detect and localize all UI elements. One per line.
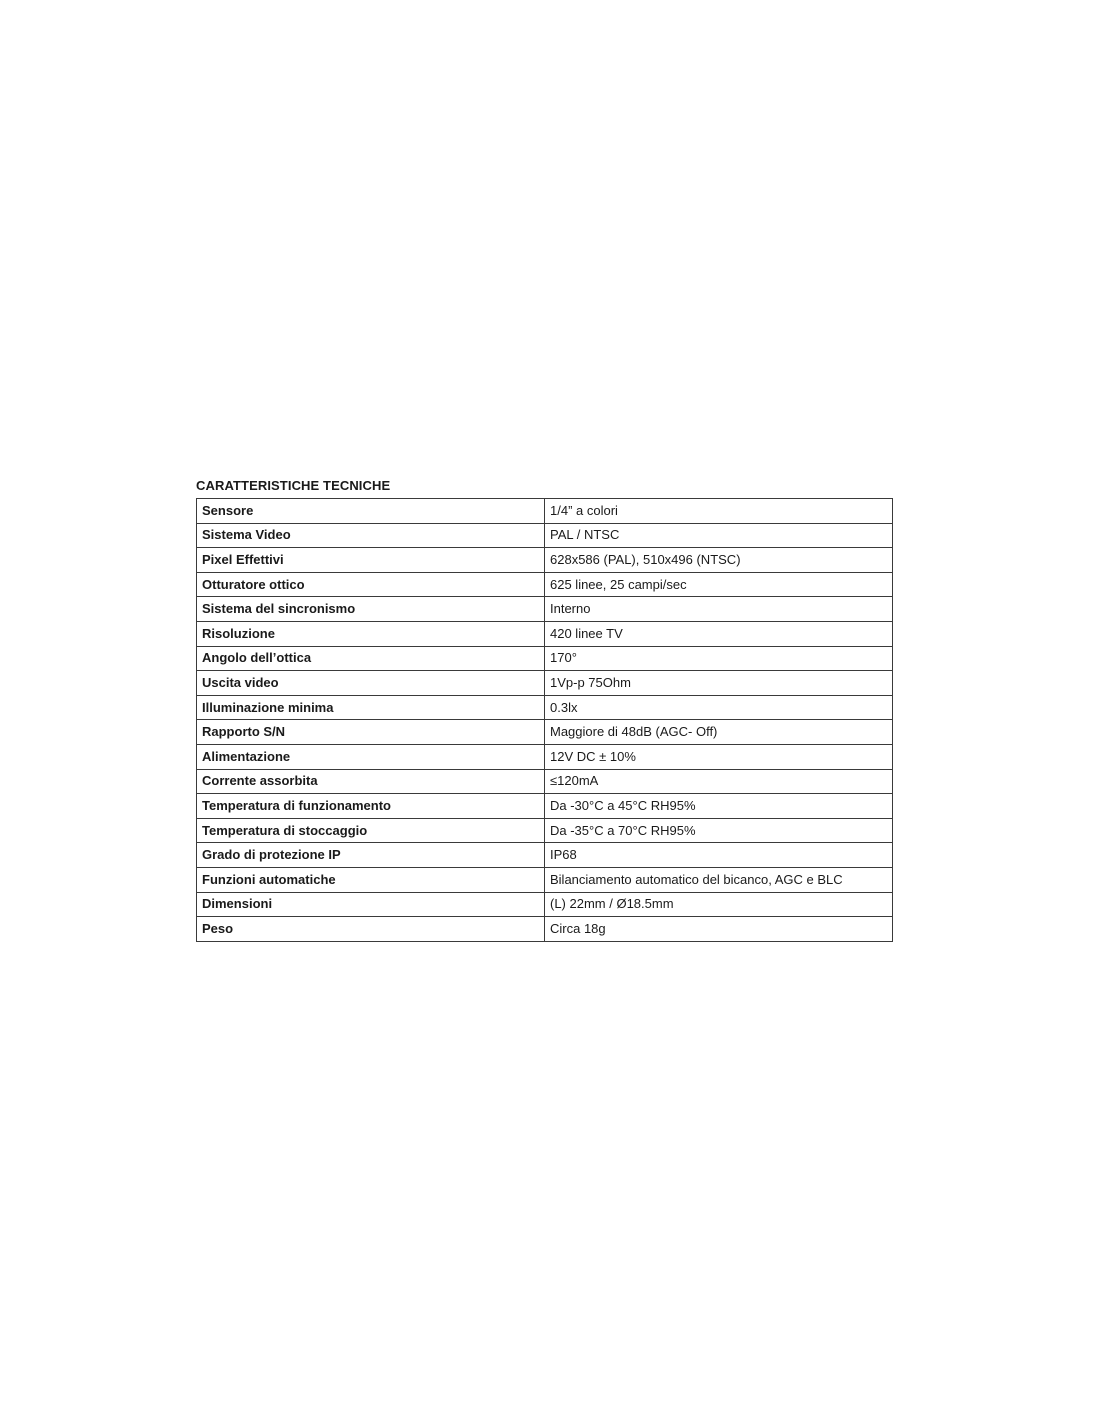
- spec-label: Grado di protezione IP: [197, 843, 545, 868]
- spec-label: Temperatura di stoccaggio: [197, 818, 545, 843]
- spec-value: 0.3lx: [545, 695, 893, 720]
- table-row: [197, 769, 893, 794]
- table-row: [197, 720, 893, 745]
- spec-label: Uscita video: [197, 671, 545, 696]
- table-row: [197, 867, 893, 892]
- spec-label: Corrente assorbita: [197, 769, 545, 794]
- table-row: [197, 818, 893, 843]
- table-row: [197, 917, 893, 942]
- spec-value: 628x586 (PAL), 510x496 (NTSC): [545, 548, 893, 573]
- spec-table-body: [197, 499, 893, 942]
- spec-label: Funzioni automatiche: [197, 867, 545, 892]
- table-row: [197, 695, 893, 720]
- table-row: [197, 843, 893, 868]
- spec-label: Alimentazione: [197, 744, 545, 769]
- spec-label: Temperatura di funzionamento: [197, 794, 545, 819]
- table-row: [197, 499, 893, 524]
- spec-label: Pixel Effettivi: [197, 548, 545, 573]
- spec-value: Da -35°C a 70°C RH95%: [545, 818, 893, 843]
- spec-label: Rapporto S/N: [197, 720, 545, 745]
- spec-value: 625 linee, 25 campi/sec: [545, 572, 893, 597]
- spec-value: Interno: [545, 597, 893, 622]
- spec-value: Maggiore di 48dB (AGC- Off): [545, 720, 893, 745]
- table-row: [197, 548, 893, 573]
- spec-value: 1/4” a colori: [545, 499, 893, 524]
- spec-value: Da -30°C a 45°C RH95%: [545, 794, 893, 819]
- spec-label: Peso: [197, 917, 545, 942]
- spec-label: Sensore: [197, 499, 545, 524]
- table-row: [197, 523, 893, 548]
- table-row: [197, 794, 893, 819]
- table-row: [197, 646, 893, 671]
- table-row: [197, 892, 893, 917]
- spec-label: Dimensioni: [197, 892, 545, 917]
- spec-label: Illuminazione minima: [197, 695, 545, 720]
- technical-specs-section: [196, 478, 893, 942]
- spec-value: Bilanciamento automatico del bicanco, AGC e BLC: [545, 867, 893, 892]
- spec-label: Angolo dell’ottica: [197, 646, 545, 671]
- spec-value: Circa 18g: [545, 917, 893, 942]
- spec-label: Sistema Video: [197, 523, 545, 548]
- table-row: [197, 744, 893, 769]
- spec-table: [196, 498, 893, 942]
- spec-value: 420 linee TV: [545, 621, 893, 646]
- spec-value: (L) 22mm / Ø18.5mm: [545, 892, 893, 917]
- table-row: [197, 597, 893, 622]
- spec-value: 1Vp-p 75Ohm: [545, 671, 893, 696]
- spec-value: 12V DC ± 10%: [545, 744, 893, 769]
- spec-label: Risoluzione: [197, 621, 545, 646]
- spec-label: Otturatore ottico: [197, 572, 545, 597]
- section-title: CARATTERISTICHE TECNICHE: [196, 478, 391, 493]
- spec-value: PAL / NTSC: [545, 523, 893, 548]
- spec-value: 170°: [545, 646, 893, 671]
- table-row: [197, 572, 893, 597]
- spec-label: Sistema del sincronismo: [197, 597, 545, 622]
- spec-value: ≤120mA: [545, 769, 893, 794]
- spec-value: IP68: [545, 843, 893, 868]
- table-row: [197, 621, 893, 646]
- table-row: [197, 671, 893, 696]
